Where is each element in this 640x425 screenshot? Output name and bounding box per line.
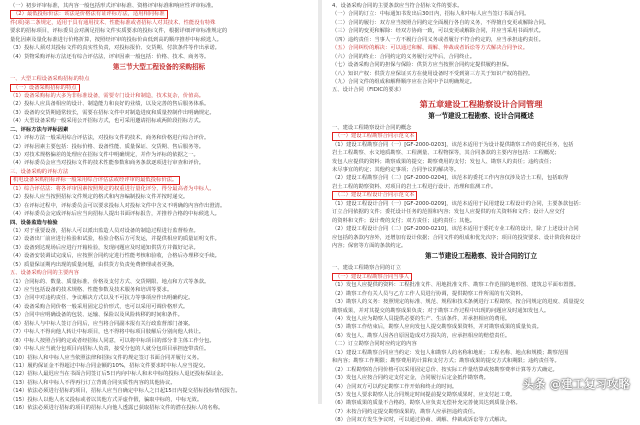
text-line: （3）设备的交货期通常较长，需要在招标文件中对制造进度和质量控制作出明确规定。	[10, 109, 215, 116]
text-line: 岩土工程的勘察资料、对项目的岩土工程进行设计、治理和监测工作。	[332, 183, 497, 190]
text-line	[10, 176, 310, 184]
text-line: 内容；保密等方面的条款约定。	[332, 242, 407, 249]
left-text-block-1	[0, 0, 318, 61]
text-line: （七）设备采购合同的担保与保险：供货方应当按照合同约定提供履约担保。	[332, 62, 513, 69]
text-line: （一）初步评审标准，其内容一般包括形式评审标准、资格评审标准和响应性评审标准。	[10, 3, 217, 9]
text-line: （1）对于重要设备，招标人可以派出监造人员对设备的制造过程进行监督检查。	[10, 227, 199, 234]
text-line: （3）在评标过程中，评标委员会可以要求投标人对投标文件中含义不明确的内容作出澄清。	[10, 202, 226, 209]
text-line: （4）评标委员会完成评标后应当向招标人提出书面评标报告，并推荐合格的中标候选人。	[10, 211, 220, 218]
text-line: （2）工程勘察的合同价格可以采用固定总价、按实际工作量结算或按勘察费率计算等方式确定。	[332, 366, 558, 373]
text-line	[332, 273, 632, 281]
text-line: （六）合同的终止：合同约定的义务履行完毕后，合同终止。	[332, 53, 476, 60]
text-line: 岩土工程勘察、水文地质勘察、工程测量、工程物探等，其合同条款的主要内容包括：工程概况；	[332, 150, 560, 157]
text-line: （5）质量保证期内出现的质量问题，由供货方负责免费修理或者更换。	[10, 261, 178, 268]
text-line: （一）合同的订立：中标通知书发出后30日内，招标人和中标人应当签订书面合同。	[332, 11, 530, 18]
text-line: 的资料和文件；设计费的支付；双方责任；违约责任；其他。	[332, 217, 476, 224]
text-line: （1）综合评估法：将各评审因素按照规定的权重进行量化评分，得分最高者为中标人。	[10, 185, 215, 192]
text-line: 4、设备采购合同的主要条款应当符合招标文件的要求。	[332, 3, 463, 9]
text-line: （3）勘察人的义务：按照规定的标准、规范、规程和技术条例进行工程勘察，按合同规定的进度、质量提交	[332, 299, 585, 306]
text-line: 未尽事宜的约定；其他约定事项；合同争议的解决等。	[332, 167, 460, 173]
text-line: （15）投标人以他人名义投标或者以其他方式弄虚作假，骗取中标的，中标无效。	[10, 396, 203, 403]
text-line: 四、设备监造与检验	[10, 219, 58, 226]
text-line: 件(项)第二条规定，适用于具有通用技术、性能标准或者招标人对其技术、性能没有特殊	[10, 19, 216, 26]
text-line: （8）中标人按照合同约定或者经招标人同意，可以将中标项目的部分非主体工作分包。	[10, 337, 215, 344]
right-text-block-1	[322, 0, 640, 95]
text-line: （1）发包人应提供的资料：工程批准文件、用地批准文件、勘察工作范围的地形图、建筑总平面布置图。	[332, 282, 580, 289]
highlighted-text: （一）建设工程勘察合同当事人	[332, 273, 412, 282]
text-line: 订立合同依据的文件；委托设计任务的范围和内容；发包人应提供的有关资料和文件；设计人应交付	[332, 209, 566, 216]
chapter-title: 第五章建设工程勘察设计合同管理	[419, 98, 543, 109]
text-line: （9）中标人应当就分包项目向招标人负责，接受分包的人就分包项目承担连带责任。	[10, 346, 210, 353]
text-line: （2）投标人应当按照招标文件规定的格式和内容编制投标文件并按时递交。	[10, 194, 189, 201]
text-line: （3）设备到达现场后应进行开箱检验，发现问题应及时通知供货方并做好记录。	[10, 244, 199, 251]
text-line	[10, 10, 310, 18]
text-line: （1）建设工程勘察合同应当约定：发包人和勘察人的名称和地址；工程名称、地点和规模；勘察范围	[332, 349, 569, 356]
highlighted-text: （2）最低投标价法：该法是价格法有证评标方法，适用相同标准	[10, 10, 168, 19]
text-line: （二）合同的履行：双方应当按照合同约定全面履行各自的义务，不得擅自变更或解除合同。	[332, 19, 550, 26]
text-line	[332, 191, 632, 199]
text-line: （4）发包人应为勘察人员提供必要的生产、生活条件，并承担相应的费用。	[332, 316, 511, 322]
text-line: （4）评标委员会应当对投标文件的技术性能参数和商务条款逐项进行审查和评价。	[10, 160, 205, 167]
section-2-title: 第二节建设工程勘察、设计合同的订立	[424, 252, 538, 261]
right-document-page	[322, 0, 640, 424]
text-line: （1）建设工程勘察合同（一）[GF-2000-0203]，该范本适用于为设计提供勘察工作的委托任务，包括	[332, 141, 574, 148]
text-line: （4）合同双方可以约定勘察工作开始和终止的时间。	[332, 383, 458, 390]
right-text-block-2	[322, 122, 640, 251]
text-line: （三）合同的变更和解除：经双方协商一致，可以变更或解除合同，并应当采用书面形式。	[332, 28, 544, 35]
text-line: （3）发包人应按合同约定支付定金，合同履行后定金抵作勘察费。	[332, 375, 489, 382]
left-document-page	[0, 0, 318, 412]
text-line: 勘察成果，并对其提交的勘察成果负责；对于勘察工作过程中出现的问题应及时通知发包人。	[332, 307, 550, 314]
left-section-title: 第三节大型工程设备的采购招标	[112, 63, 206, 72]
highlighted-text: 机电设备采购招标评标一般采用综合评估法或经评审的最低投标价法。	[10, 176, 180, 185]
text-line: （2）勘察工作有关人员与乙方工作人员进行协调，提供勘察工作所需的有关资料。	[332, 290, 527, 297]
toutiao-logo-icon	[504, 377, 518, 391]
text-line: 和内容；勘察工作期限；勘察费用的计算和支付方式；勘察成果的提交方式和期限；违约责任等。	[332, 358, 560, 365]
text-line: （2）建设工程设计合同（二）[GF-2000-0210]，该范本适用于委托专业工程的设计，除了上述设计合同	[332, 226, 579, 233]
text-line: （7）未按合同约定提交勘察成果的，勘察人应承担违约责任。	[332, 408, 479, 415]
section-1-title: 第一节建设工程勘察、设计合同概述	[428, 111, 534, 120]
left-text-block-2	[0, 73, 318, 413]
watermark-text: 头条 @建工复习攻略	[522, 377, 630, 391]
text-line: （2）建设工程勘察合同（二）[GF-2000-0204]，该范本的委托工作内容仅涉及岩土工程，包括取得	[332, 175, 569, 182]
text-line: 五、设计合同（FIDIC的要求）	[332, 87, 405, 94]
text-line: （6）勘察成果的质量不合格的，勘察人应负责无偿补充完善使其达到质量合格。	[332, 400, 521, 407]
text-line: （6）招标人与中标人签订合同后，应当将合同副本报有关行政监督部门备案。	[10, 320, 194, 327]
text-line: （13）招标人和中标人不得再行订立背离合同实质性内容的其他协议。	[10, 379, 176, 386]
text-line: （八）知识产权：供货方应保证买方在使用设备时不受到第三方关于知识产权的指控。	[332, 70, 534, 77]
text-line: （14）依法必须进行招标的项目，招标人应当自确定中标人之日起15日内提交招标投标情况报告。	[10, 388, 241, 395]
right-text-block-3	[322, 262, 640, 424]
text-line: （四）违约责任：当事人一方不履行合同义务或者履行不符合约定的，应当承担违约责任。	[332, 36, 544, 43]
text-line: （5）合同中应明确设备的包装、运输、保险以及风险转移的时间和条件。	[10, 312, 183, 319]
highlighted-text: （二）建设工程设计合同示范文本	[332, 191, 417, 200]
text-line	[10, 84, 310, 92]
text-line: 二、评标方法与评标因素	[10, 126, 69, 133]
text-line: 三、设备采购的评标方法	[10, 168, 69, 175]
text-line: （1）建设工程设计合同（一）[GF-2000-0209]，该范本适用于民用建设工程设计的合同，主要条款包括：	[332, 200, 585, 207]
text-line: （10）招标人和中标人应当依照法律和招标文件的规定签订书面合同并履行义务。	[10, 354, 203, 361]
text-line: （5）发包人要求勘察人比合同规定时间提前提交勘察成果时，应支付赶工费。	[332, 391, 516, 398]
text-line: （4）设备安装调试完成后，应按照合同约定进行性能考核和验收，合格后办理移交手续。	[10, 253, 220, 260]
text-line: （2）应当包括设备的技术规格、性能参数及技术服务和培训等要求。	[10, 287, 173, 293]
text-line: （8）合同双方发生争议时，可以通过协商、调解、仲裁或诉讼等方式解决。	[332, 417, 511, 424]
text-line: （6）发包人、勘察人因各自原因造成对方损失的，应承担相应的赔偿责任。	[332, 332, 511, 339]
text-line	[332, 132, 632, 140]
text-line: 应包括的条款内容外，还增加有设计依据；合同文件的组成和优先次序；项目的投资要求、设计阶段和设计	[332, 234, 581, 241]
watermark	[504, 376, 630, 392]
text-line: （2）设备出厂前应进行检验和试验，检验合格后方可发运，并提供相应的质量证明文件。	[10, 236, 220, 243]
text-line: （4）设备采购合同价格一般采用固定总价形式，也可以采用可调价格形式。	[10, 303, 189, 310]
text-line: （五）合同纠纷的解决：可以通过和解、调解、仲裁或者诉讼等方式解决合同争议。	[332, 45, 528, 52]
text-line: 五、设备采购合同的主要内容	[10, 270, 79, 277]
text-line: （1）设备采购标的大多为非标准设备，需要专门设计和制造，技术复杂，价值高。	[10, 92, 205, 99]
text-line: （4）大型设备采购一般采用公开招标方式，也可采用邀请招标或两阶段招标方式。	[10, 118, 205, 125]
text-line: 一、建设工程勘察设计合同的概念	[332, 124, 412, 131]
text-line: 一、建设工程勘察合同的订立	[332, 265, 401, 272]
text-line: （7）中标人不得向他人转让中标项目，也不得将中标项目肢解后分别向他人转让。	[10, 329, 205, 336]
text-line: 要求的招标项目，评标委员会对满足招标文件实质要求的投标文件，根据详细评审标准规定的	[10, 28, 228, 35]
text-line: （2）评标因素主要包括：投标价格、设备性能、质量保证、交货期、售后服务等。	[10, 143, 205, 150]
highlighted-text: （一）建设工程勘察合同示范文本	[332, 132, 417, 141]
text-line: （3）对技术规格偏差的处理应在招标文件中明确规定，并作为评标的依据之一。	[10, 152, 199, 158]
text-line: （16）依法必须进行招标的项目的招标人向他人透露已获取招标文件的潜在投标人的名称。	[10, 405, 224, 412]
text-line: （4）货物采购评标方法还有综合评估法，评审因素一般包括：价格、技术、商务等。	[10, 53, 210, 60]
text-line: （11）履约保证金不得超过中标合同金额的10%，招标文件要求时中标人应当提交。	[10, 362, 209, 369]
text-line: （九）合同文件的组成和解释顺序应在合同中予以明确规定。	[332, 78, 476, 85]
text-line: （1）评标方法一般采用综合评估法，对投标文件的技术、商务和价格进行综合评价。	[10, 135, 210, 142]
text-line: （3）投标人须对其投标文件的真实性负责，对投标报价、交货期、付款条件等作出承诺。	[10, 45, 220, 52]
text-line: （12）招标人最迟应当在书面合同签订后5日内向中标人和未中标的投标人退还投标保证金。	[10, 371, 227, 378]
text-line: （2）投标人应具备相应的设计、制造能力和良好的业绩，以及完善的售后服务体系。	[10, 101, 210, 108]
text-line: 量化因素及量化标准进行价格折算，按照经评审的投标价由低到高的顺序推荐中标候选人。	[10, 36, 222, 43]
text-line: （1）合同标的、数量、质量标准、价格及支付方式、交货期限、地点和方式等条款。	[10, 278, 210, 285]
text-line: 一、大型工程设备采购招标的特点	[10, 76, 90, 83]
highlighted-text: （一）设备采购招标的特点	[10, 84, 80, 93]
text-line: （3）合同中对违约责任、争议解决方式以及不可抗力等事项应作出明确约定。	[10, 295, 194, 302]
text-line: （二）订立勘察合同时应约定的内容	[332, 341, 417, 348]
text-line: （5）勘察工作结束后，勘察人应向发包人提交勘察成果资料，并对勘察成果的质量负责。	[332, 324, 542, 331]
text-line: 发包人应提供的资料；勘察成果的提交；勘察费用的支付；发包人、勘察人的责任；违约责任；	[332, 158, 555, 165]
